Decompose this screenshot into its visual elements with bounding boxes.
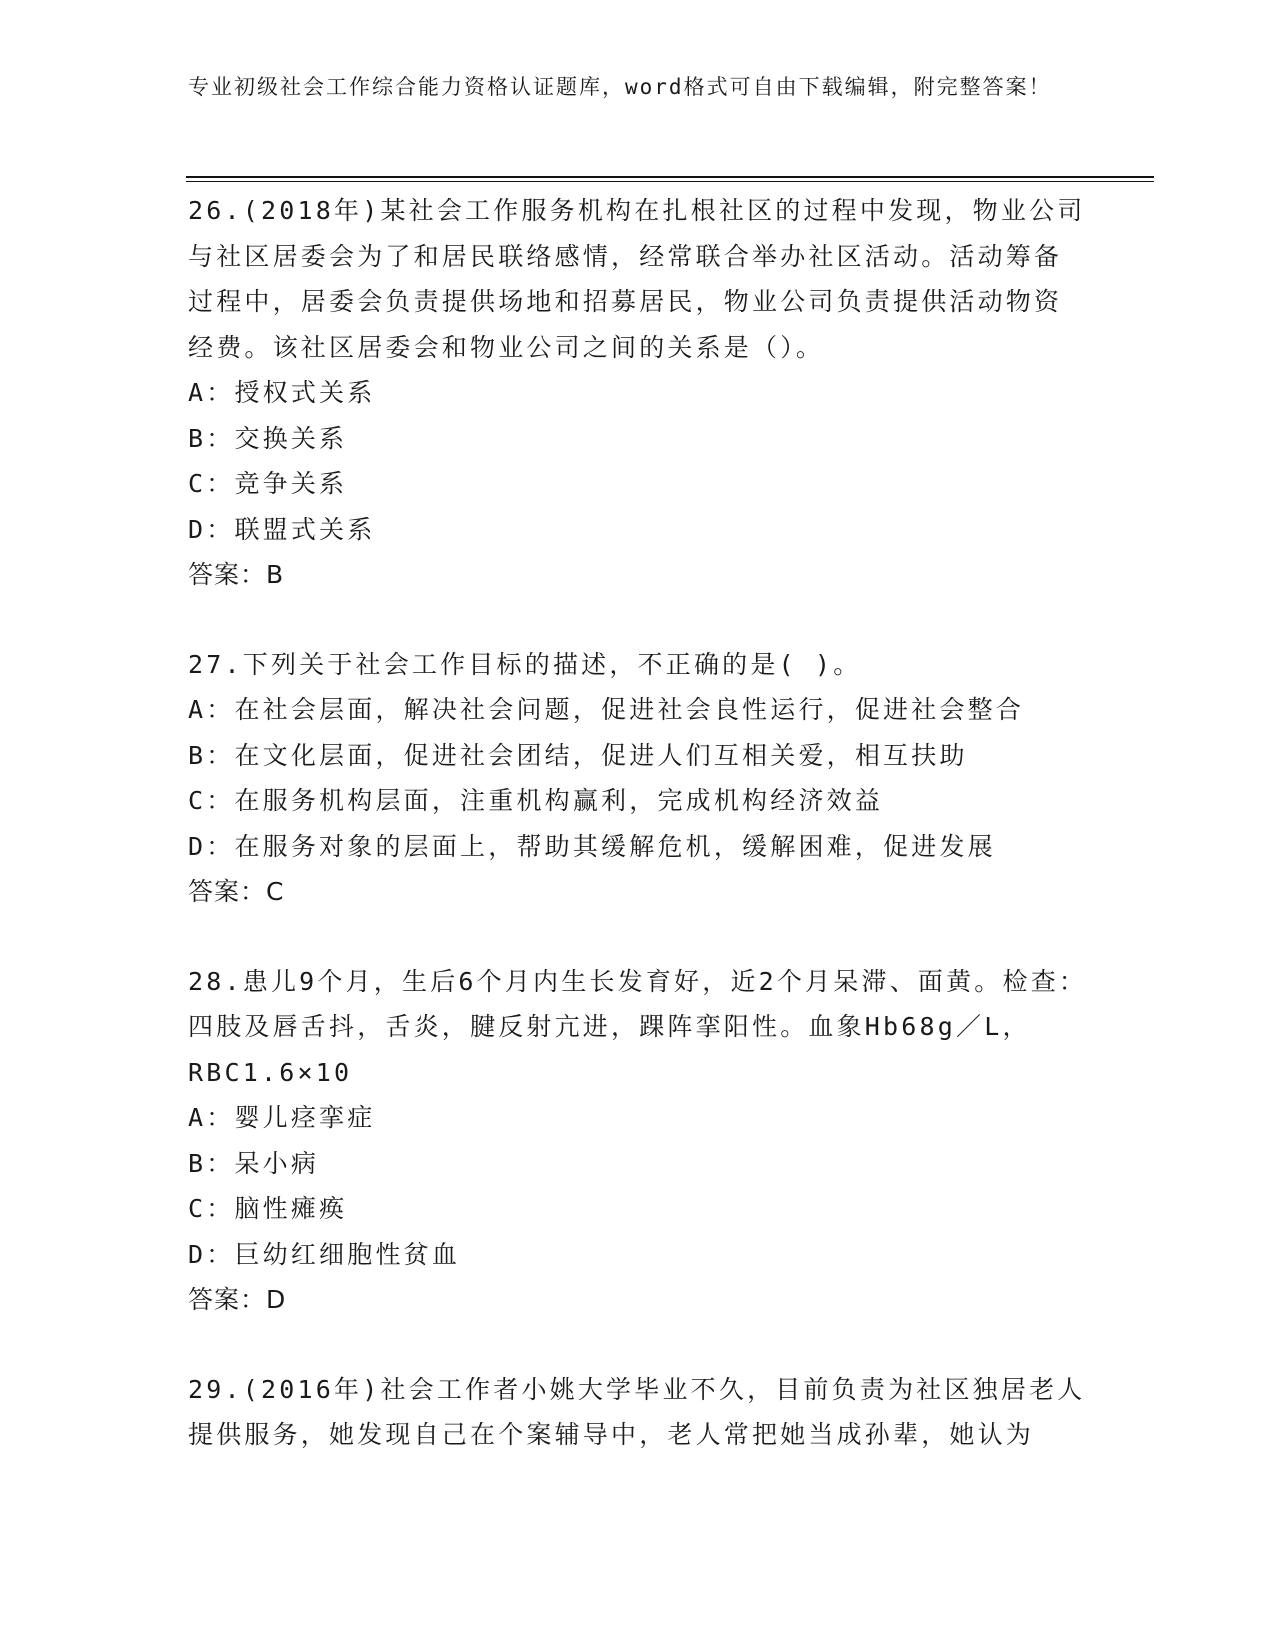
option-c: C：竞争关系 — [188, 469, 348, 498]
option-c: C：脑性瘫痪 — [188, 1194, 348, 1223]
question-list — [188, 188, 1088, 1502]
option-d: D：巨幼红细胞性贫血 — [188, 1239, 461, 1269]
option-b: B：交换关系 — [188, 423, 348, 453]
option-a: A：授权式关系 — [188, 378, 376, 407]
page-header — [188, 72, 1068, 103]
option-a: A：在社会层面，解决社会问题，促进社会良性运行，促进社会整合 — [188, 695, 1025, 724]
option-d: D：在服务对象的层面上，帮助其缓解危机，缓解困难，促进发展 — [188, 831, 996, 861]
option-b: B：在文化层面，促进社会团结，促进人们互相关爱，相互扶助 — [188, 740, 968, 770]
answer-line: 答案：D — [188, 1285, 287, 1314]
question-28 — [188, 959, 1088, 1323]
question-stem: 29.(2016年)社会工作者小姚大学毕业不久，目前负责为社区独居老人提供服务，她发现自己在个案辅导中，老人常把她当成孙辈，她认为 — [188, 1374, 1086, 1449]
option-d: D：联盟式关系 — [188, 514, 376, 544]
question-26 — [188, 188, 1088, 598]
question-stem: 28.患儿9个月，生后6个月内生长发育好，近2个月呆滞、面黄。检查：四肢及唇舌抖，舌炎，腱反射亢进，踝阵挛阳性。血象Hb68g／L，RBC1.6×10 — [188, 966, 1088, 1087]
question-27 — [188, 642, 1088, 915]
question-stem: 26.(2018年)某社会工作服务机构在扎根社区的过程中发现，物业公司与社区居委会为了和居民联络感情，经常联合举办社区活动。活动筹备过程中，居委会负责提供场地和招募居民，物业公司负责提供活动物资经费。该社区居委会和物业公司之间的关系是（）。 — [188, 196, 1086, 362]
header-divider — [186, 176, 1154, 182]
question-29 — [188, 1367, 1088, 1458]
header-text: 专业初级社会工作综合能力资格认证题库，word格式可自由下载编辑，附完整答案！ — [188, 75, 1052, 99]
option-a: A：婴儿痉挛症 — [188, 1103, 376, 1132]
question-stem: 27.下列关于社会工作目标的描述，不正确的是( )。 — [188, 649, 862, 679]
answer-line: 答案：B — [188, 560, 285, 589]
option-c: C：在服务机构层面，注重机构赢利，完成机构经济效益 — [188, 786, 884, 815]
option-b: B：呆小病 — [188, 1148, 320, 1178]
answer-line: 答案：C — [188, 877, 285, 906]
